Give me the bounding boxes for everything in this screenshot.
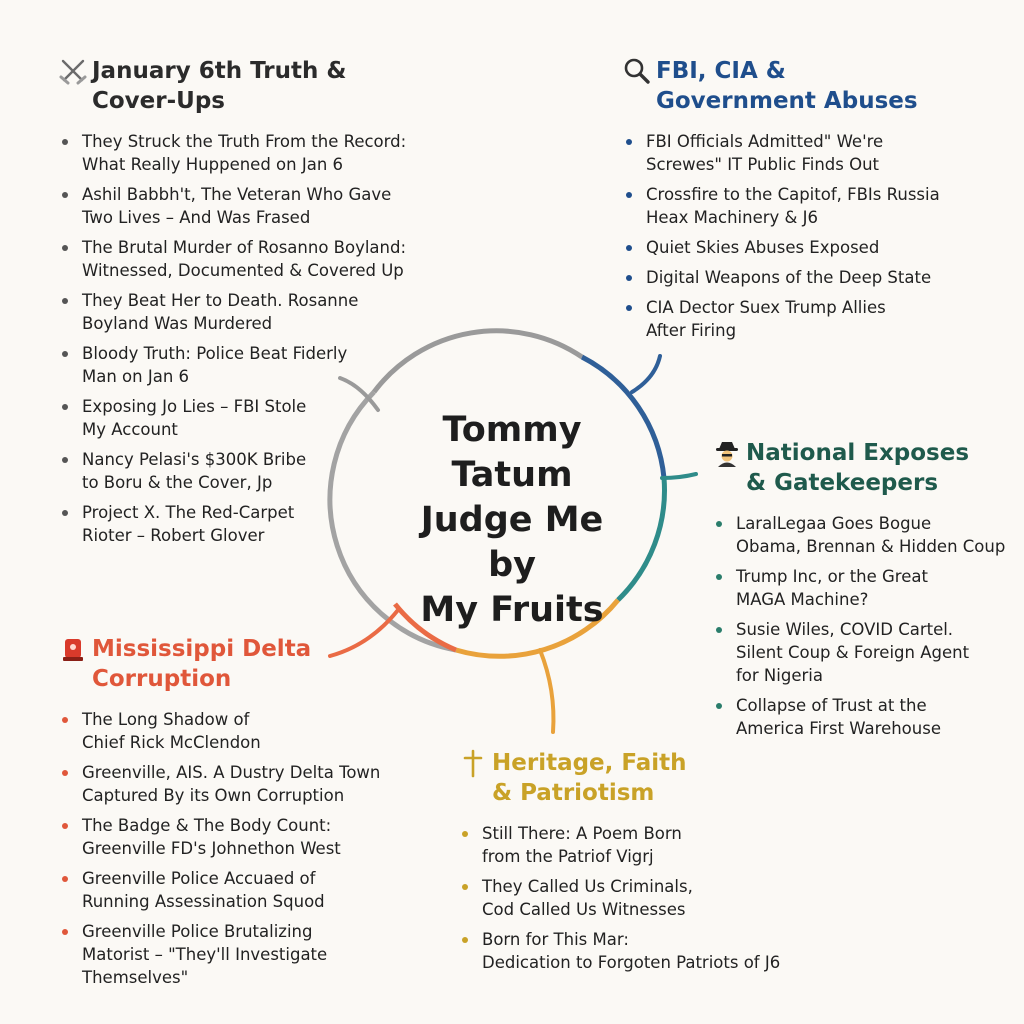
list-item — [622, 236, 1012, 259]
section-list — [712, 512, 1012, 740]
list-item — [712, 512, 1012, 558]
list-item — [458, 822, 838, 868]
spoke-natl — [662, 474, 696, 478]
section-title: FBI, CIA & Government Abuses — [656, 58, 918, 114]
list-item-text: Trump Inc, or the Great MAGA Machine? — [736, 567, 928, 609]
section-fbi — [622, 56, 1012, 349]
list-item-text: Greenville, AIS. A Dustry Delta Town Captured By its Own Corruption — [82, 763, 381, 805]
list-item — [58, 395, 458, 441]
section-heading — [622, 56, 1012, 116]
bullet-dot — [626, 275, 632, 281]
crossed-swords-icon — [58, 56, 92, 86]
list-item-text: The Brutal Murder of Rosanno Boyland: Witnessed, Documented & Covered Up — [82, 238, 407, 280]
bullet-dot — [62, 192, 68, 198]
list-item — [58, 501, 458, 547]
list-item-text: Crossfire to the Capitof, FBIs Russia Heax Machinery & J6 — [646, 185, 940, 227]
center-line: Judge Me by — [420, 500, 604, 585]
bullet-dot — [716, 703, 722, 709]
section-list — [622, 130, 1012, 342]
section-list — [58, 708, 438, 989]
list-item — [58, 867, 438, 913]
bullet-dot — [62, 404, 68, 410]
list-item-text: Quiet Skies Abuses Exposed — [646, 238, 880, 257]
bullet-dot — [626, 139, 632, 145]
bullet-dot — [62, 770, 68, 776]
center-line: Tatum — [451, 455, 573, 495]
list-item — [622, 130, 1012, 176]
bullet-dot — [626, 192, 632, 198]
cross-icon — [458, 748, 492, 778]
bullet-dot — [716, 521, 722, 527]
section-heading — [712, 438, 1012, 498]
list-item — [458, 875, 838, 921]
list-item-text: Digital Weapons of the Deep State — [646, 268, 932, 287]
bullet-dot — [626, 245, 632, 251]
section-list — [458, 822, 838, 974]
list-item-text: Greenville Police Accuaed of Running Assessination Squod — [82, 869, 325, 911]
list-item — [622, 266, 1012, 289]
list-item-text: LaralLegaa Goes Bogue Obama, Brennan & Hidden Coup — [736, 514, 1006, 556]
bullet-dot — [62, 245, 68, 251]
section-title: National Exposes & Gatekeepers — [746, 440, 970, 496]
center-line: Tommy — [442, 410, 582, 450]
section-heading — [58, 56, 458, 116]
list-item — [58, 236, 458, 282]
bullet-dot — [62, 351, 68, 357]
bullet-dot — [62, 139, 68, 145]
list-item — [622, 296, 1012, 342]
bullet-dot — [62, 876, 68, 882]
spoke-fbi — [632, 356, 660, 392]
list-item-text: Susie Wiles, COVID Cartel. Silent Coup & Foreign Agent for Nigeria — [736, 620, 970, 685]
bullet-dot — [62, 298, 68, 304]
list-item — [712, 618, 1012, 687]
spy-icon — [712, 438, 746, 468]
magnifying-glass-icon — [622, 56, 656, 86]
list-item-text: Nancy Pelasi's $300K Bribe to Boru & the Cover, Jp — [82, 450, 307, 492]
list-item — [58, 130, 458, 176]
list-item — [458, 928, 838, 974]
list-item-text: Project X. The Red-Carpet Rioter – Robert Glover — [82, 503, 295, 545]
center-line: My Fruits — [420, 590, 604, 630]
list-item-text: Born for This Mar: Dedication to Forgoten Patriots of J6 — [482, 930, 781, 972]
list-item-text: Ashil Babbh't, The Veteran Who Gave Two Lives – And Was Frased — [82, 185, 392, 227]
list-item-text: The Long Shadow of Chief Rick McClendon — [82, 710, 261, 752]
bullet-dot — [462, 831, 468, 837]
list-item-text: They Called Us Criminals, Cod Called Us Witnesses — [482, 877, 693, 919]
section-heading — [58, 634, 438, 694]
section-jan6 — [58, 56, 458, 554]
section-list — [58, 130, 458, 547]
bullet-dot — [462, 884, 468, 890]
list-item — [58, 814, 438, 860]
section-title: January 6th Truth & Cover-Ups — [92, 58, 347, 114]
list-item — [622, 183, 1012, 229]
bullet-dot — [626, 305, 632, 311]
list-item-text: Still There: A Poem Born from the Patriof Vigrj — [482, 824, 682, 866]
list-item-text: They Beat Her to Death. Rosanne Boyland Was Murdered — [82, 291, 359, 333]
bullet-dot — [716, 574, 722, 580]
section-heading — [458, 748, 838, 808]
list-item — [58, 708, 438, 754]
list-item-text: CIA Dector Suex Trump Allies After Firing — [646, 298, 886, 340]
list-item — [58, 342, 458, 388]
list-item — [58, 448, 458, 494]
list-item-text: Greenville Police Brutalizing Matorist – "They'll Investigate Themselves" — [82, 922, 328, 987]
bullet-dot — [62, 717, 68, 723]
list-item-text: Collapse of Trust at the America First Warehouse — [736, 696, 941, 738]
section-title: Heritage, Faith & Patriotism — [492, 750, 687, 806]
list-item — [58, 183, 458, 229]
list-item — [58, 920, 438, 989]
bullet-dot — [62, 823, 68, 829]
list-item-text: FBI Officials Admitted" We're Screwes" IT Public Finds Out — [646, 132, 884, 174]
siren-icon — [58, 634, 92, 664]
list-item-text: Bloody Truth: Police Beat Fiderly Man on Jan 6 — [82, 344, 348, 386]
bullet-dot — [62, 929, 68, 935]
bullet-dot — [716, 627, 722, 633]
section-heritage — [458, 748, 838, 981]
bullet-dot — [462, 937, 468, 943]
section-title: Mississippi Delta Corruption — [92, 636, 312, 692]
section-national — [712, 438, 1012, 747]
bullet-dot — [62, 510, 68, 516]
section-mississippi — [58, 634, 438, 996]
list-item-text: Exposing Jo Lies – FBI Stole My Account — [82, 397, 307, 439]
list-item — [712, 694, 1012, 740]
spoke-heritage — [540, 650, 553, 732]
list-item — [712, 565, 1012, 611]
list-item-text: The Badge & The Body Count: Greenville FD's Johnethon West — [82, 816, 341, 858]
list-item — [58, 289, 458, 335]
bullet-dot — [62, 457, 68, 463]
list-item — [58, 761, 438, 807]
list-item-text: They Struck the Truth From the Record: What Really Huppened on Jan 6 — [82, 132, 407, 174]
